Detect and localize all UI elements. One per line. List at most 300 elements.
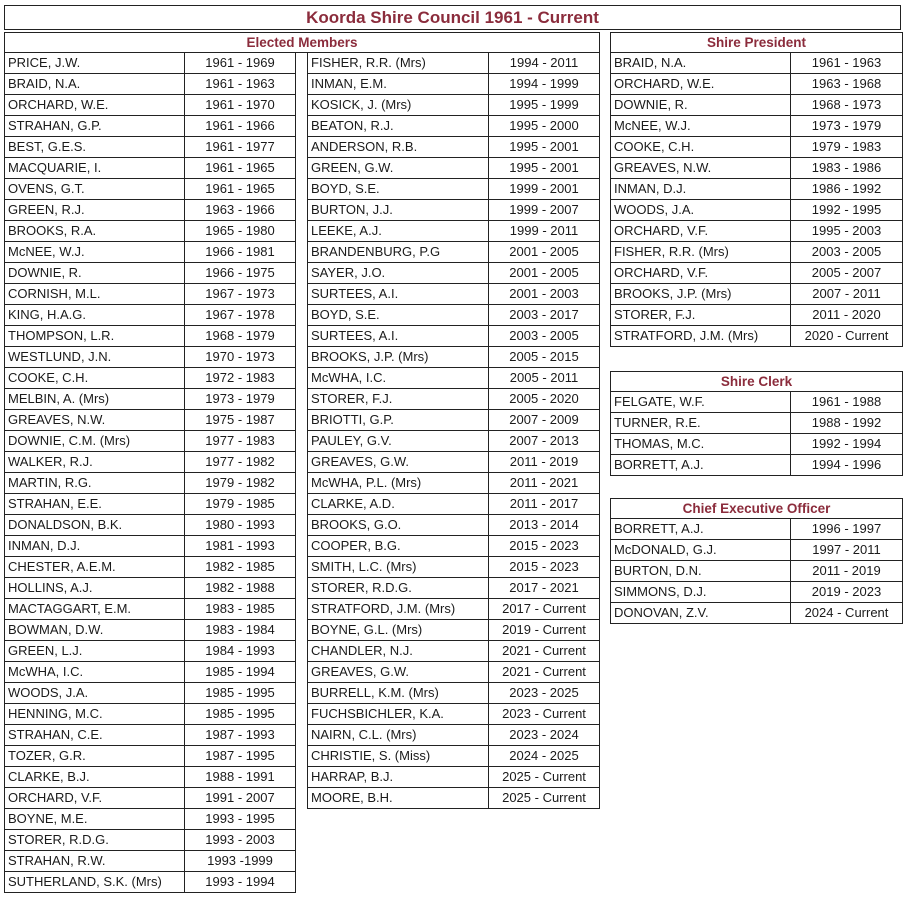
officer-name: THOMAS, M.C. (611, 434, 791, 455)
member-years: 2001 - 2003 (489, 284, 600, 305)
column-gap (296, 683, 308, 704)
member-name: THOMPSON, L.R. (5, 326, 185, 347)
member-years: 2011 - 2019 (489, 452, 600, 473)
member-name: GREAVES, G.W. (308, 662, 489, 683)
member-name: STRATFORD, J.M. (Mrs) (308, 599, 489, 620)
table-row (611, 603, 903, 624)
officer-name: FELGATE, W.F. (611, 392, 791, 413)
officer-name: BURTON, D.N. (611, 561, 791, 582)
column-gap (296, 536, 308, 557)
member-years: 1993 - 1994 (185, 872, 296, 893)
column-gap (296, 809, 308, 830)
table-row (5, 242, 600, 263)
member-years: 1979 - 1985 (185, 494, 296, 515)
officer-years: 2020 - Current (791, 326, 903, 347)
officer-name: BRAID, N.A. (611, 53, 791, 74)
column-gap (296, 599, 308, 620)
member-name: ORCHARD, W.E. (5, 95, 185, 116)
officer-name: ORCHARD, V.F. (611, 221, 791, 242)
member-name: STORER, R.D.G. (5, 830, 185, 851)
member-years: 1999 - 2007 (489, 200, 600, 221)
member-name: GREEN, L.J. (5, 641, 185, 662)
column-gap (296, 200, 308, 221)
table-row (611, 413, 903, 434)
member-name: STORER, F.J. (308, 389, 489, 410)
table-row (5, 305, 600, 326)
member-years: 1984 - 1993 (185, 641, 296, 662)
ceo-table (610, 498, 903, 624)
column-gap (296, 389, 308, 410)
table-row (611, 53, 903, 74)
column-gap (296, 620, 308, 641)
member-name: NAIRN, C.L. (Mrs) (308, 725, 489, 746)
table-row (5, 221, 600, 242)
member-years: 2023 - Current (489, 704, 600, 725)
member-years: 2015 - 2023 (489, 536, 600, 557)
officer-years: 1983 - 1986 (791, 158, 903, 179)
officer-name: DONOVAN, Z.V. (611, 603, 791, 624)
table-row (5, 662, 600, 683)
column-gap (296, 137, 308, 158)
member-years: 1973 - 1979 (185, 389, 296, 410)
member-years: 2025 - Current (489, 788, 600, 809)
table-row (5, 620, 600, 641)
table-row (611, 434, 903, 455)
table-row (5, 557, 600, 578)
column-gap (296, 53, 308, 74)
table-row (611, 582, 903, 603)
table-row (5, 683, 600, 704)
member-years: 2007 - 2009 (489, 410, 600, 431)
empty-cell (308, 851, 489, 872)
officer-name: BORRETT, A.J. (611, 519, 791, 540)
member-name: GREAVES, G.W. (308, 452, 489, 473)
member-years: 1985 - 1995 (185, 704, 296, 725)
column-gap (296, 95, 308, 116)
member-years: 1961 - 1977 (185, 137, 296, 158)
table-row (5, 389, 600, 410)
table-row (611, 95, 903, 116)
member-name: McWHA, P.L. (Mrs) (308, 473, 489, 494)
member-name: FISHER, R.R. (Mrs) (308, 53, 489, 74)
member-name: BOYNE, M.E. (5, 809, 185, 830)
member-name: INMAN, E.M. (308, 74, 489, 95)
member-name: GREEN, G.W. (308, 158, 489, 179)
table-row (5, 137, 600, 158)
officer-years: 2005 - 2007 (791, 263, 903, 284)
column-gap (296, 74, 308, 95)
shire-president-table (610, 32, 903, 347)
officer-years: 1961 - 1963 (791, 53, 903, 74)
page-title: Koorda Shire Council 1961 - Current (4, 5, 901, 30)
member-years: 2003 - 2005 (489, 326, 600, 347)
member-name: BROOKS, G.O. (308, 515, 489, 536)
member-years: 1965 - 1980 (185, 221, 296, 242)
officer-years: 1961 - 1988 (791, 392, 903, 413)
column-gap (296, 221, 308, 242)
officer-name: McDONALD, G.J. (611, 540, 791, 561)
officer-years: 1992 - 1994 (791, 434, 903, 455)
member-years: 1985 - 1995 (185, 683, 296, 704)
member-years: 2015 - 2023 (489, 557, 600, 578)
officer-years: 2019 - 2023 (791, 582, 903, 603)
table-row (5, 788, 600, 809)
member-years: 1961 - 1966 (185, 116, 296, 137)
column-gap (296, 788, 308, 809)
table-row (611, 179, 903, 200)
member-name: ORCHARD, V.F. (5, 788, 185, 809)
member-years: 1995 - 2000 (489, 116, 600, 137)
member-name: McWHA, I.C. (5, 662, 185, 683)
column-gap (296, 746, 308, 767)
table-row (5, 158, 600, 179)
member-name: MACTAGGART, E.M. (5, 599, 185, 620)
member-name: KING, H.A.G. (5, 305, 185, 326)
member-name: STRAHAN, R.W. (5, 851, 185, 872)
table-row (611, 221, 903, 242)
member-years: 1991 - 2007 (185, 788, 296, 809)
column-gap (296, 326, 308, 347)
member-years: 2021 - Current (489, 662, 600, 683)
officer-years: 1979 - 1983 (791, 137, 903, 158)
officer-name: DOWNIE, R. (611, 95, 791, 116)
officer-years: 2003 - 2005 (791, 242, 903, 263)
officer-years: 1996 - 1997 (791, 519, 903, 540)
table-row (5, 368, 600, 389)
member-years: 2011 - 2021 (489, 473, 600, 494)
member-name: OVENS, G.T. (5, 179, 185, 200)
table-row (611, 200, 903, 221)
table-row (5, 263, 600, 284)
member-name: BEST, G.E.S. (5, 137, 185, 158)
member-name: SURTEES, A.I. (308, 284, 489, 305)
member-years: 2001 - 2005 (489, 242, 600, 263)
member-years: 1985 - 1994 (185, 662, 296, 683)
member-years: 2005 - 2011 (489, 368, 600, 389)
member-name: STRAHAN, C.E. (5, 725, 185, 746)
member-years: 1970 - 1973 (185, 347, 296, 368)
officer-years: 1973 - 1979 (791, 116, 903, 137)
member-years: 1961 - 1963 (185, 74, 296, 95)
member-years: 1961 - 1965 (185, 179, 296, 200)
empty-cell (489, 872, 600, 893)
member-name: MOORE, B.H. (308, 788, 489, 809)
member-years: 2001 - 2005 (489, 263, 600, 284)
member-years: 1977 - 1982 (185, 452, 296, 473)
column-gap (296, 557, 308, 578)
member-name: DOWNIE, R. (5, 263, 185, 284)
member-name: STRAHAN, E.E. (5, 494, 185, 515)
table-row (611, 561, 903, 582)
table-row (5, 284, 600, 305)
table-row (5, 767, 600, 788)
member-years: 1982 - 1988 (185, 578, 296, 599)
table-row (5, 641, 600, 662)
table-row (611, 284, 903, 305)
member-name: MELBIN, A. (Mrs) (5, 389, 185, 410)
officer-name: ORCHARD, W.E. (611, 74, 791, 95)
shire-clerk-table (610, 371, 903, 476)
member-name: BOYD, S.E. (308, 179, 489, 200)
member-name: BEATON, R.J. (308, 116, 489, 137)
table-row (5, 200, 600, 221)
member-years: 1999 - 2011 (489, 221, 600, 242)
table-row (5, 326, 600, 347)
column-gap (296, 851, 308, 872)
officer-name: TURNER, R.E. (611, 413, 791, 434)
member-name: BOYD, S.E. (308, 305, 489, 326)
member-name: SAYER, J.O. (308, 263, 489, 284)
officer-name: GREAVES, N.W. (611, 158, 791, 179)
officer-name: COOKE, C.H. (611, 137, 791, 158)
table-row (611, 263, 903, 284)
column-gap (296, 767, 308, 788)
member-years: 2017 - Current (489, 599, 600, 620)
member-name: STORER, R.D.G. (308, 578, 489, 599)
column-gap (296, 179, 308, 200)
table-row (5, 53, 600, 74)
table-row (611, 455, 903, 476)
table-row (5, 599, 600, 620)
table-row (5, 95, 600, 116)
member-name: BROOKS, R.A. (5, 221, 185, 242)
table-row (5, 830, 600, 851)
table-row (5, 410, 600, 431)
table-row (5, 431, 600, 452)
officer-name: ORCHARD, V.F. (611, 263, 791, 284)
member-years: 1988 - 1991 (185, 767, 296, 788)
member-name: DOWNIE, C.M. (Mrs) (5, 431, 185, 452)
column-gap (296, 515, 308, 536)
member-years: 1961 - 1970 (185, 95, 296, 116)
column-gap (296, 872, 308, 893)
member-years: 2024 - 2025 (489, 746, 600, 767)
member-name: COOPER, B.G. (308, 536, 489, 557)
table-row (5, 851, 600, 872)
table-row (5, 473, 600, 494)
table-row (5, 578, 600, 599)
member-name: INMAN, D.J. (5, 536, 185, 557)
column-gap (296, 368, 308, 389)
empty-cell (308, 830, 489, 851)
member-name: SMITH, L.C. (Mrs) (308, 557, 489, 578)
officer-name: BORRETT, A.J. (611, 455, 791, 476)
officer-years: 1997 - 2011 (791, 540, 903, 561)
officer-years: 2011 - 2019 (791, 561, 903, 582)
member-name: BOWMAN, D.W. (5, 620, 185, 641)
officer-years: 1988 - 1992 (791, 413, 903, 434)
column-gap (296, 494, 308, 515)
member-name: CORNISH, M.L. (5, 284, 185, 305)
table-row (5, 116, 600, 137)
member-years: 2013 - 2014 (489, 515, 600, 536)
member-years: 1981 - 1993 (185, 536, 296, 557)
member-years: 1966 - 1981 (185, 242, 296, 263)
member-years: 2017 - 2021 (489, 578, 600, 599)
column-gap (296, 158, 308, 179)
member-name: PAULEY, G.V. (308, 431, 489, 452)
member-years: 2003 - 2017 (489, 305, 600, 326)
column-gap (296, 347, 308, 368)
member-years: 1977 - 1983 (185, 431, 296, 452)
officer-name: WOODS, J.A. (611, 200, 791, 221)
member-name: HOLLINS, A.J. (5, 578, 185, 599)
member-name: FUCHSBICHLER, K.A. (308, 704, 489, 725)
table-row (5, 746, 600, 767)
officer-name: INMAN, D.J. (611, 179, 791, 200)
table-row (611, 137, 903, 158)
member-years: 1961 - 1965 (185, 158, 296, 179)
member-name: TOZER, G.R. (5, 746, 185, 767)
member-years: 2021 - Current (489, 641, 600, 662)
member-name: DONALDSON, B.K. (5, 515, 185, 536)
column-gap (296, 431, 308, 452)
elected-members-table (4, 32, 600, 893)
table-row (5, 872, 600, 893)
empty-cell (308, 872, 489, 893)
table-row (5, 74, 600, 95)
column-gap (296, 725, 308, 746)
column-gap (296, 116, 308, 137)
member-years: 1983 - 1985 (185, 599, 296, 620)
member-years: 1995 - 2001 (489, 137, 600, 158)
member-name: CHRISTIE, S. (Miss) (308, 746, 489, 767)
member-name: SUTHERLAND, S.K. (Mrs) (5, 872, 185, 893)
member-years: 1993 - 2003 (185, 830, 296, 851)
member-name: CLARKE, A.D. (308, 494, 489, 515)
member-name: GREEN, R.J. (5, 200, 185, 221)
member-name: ANDERSON, R.B. (308, 137, 489, 158)
member-years: 2011 - 2017 (489, 494, 600, 515)
member-years: 1999 - 2001 (489, 179, 600, 200)
member-name: PRICE, J.W. (5, 53, 185, 74)
member-years: 1982 - 1985 (185, 557, 296, 578)
table-row (611, 540, 903, 561)
shire-clerk-heading: Shire Clerk (611, 372, 903, 392)
officer-years: 1963 - 1968 (791, 74, 903, 95)
empty-cell (489, 851, 600, 872)
table-row (611, 519, 903, 540)
member-name: STRAHAN, G.P. (5, 116, 185, 137)
member-name: MARTIN, R.G. (5, 473, 185, 494)
officer-name: McNEE, W.J. (611, 116, 791, 137)
table-row (611, 74, 903, 95)
table-row (611, 242, 903, 263)
member-years: 1994 - 1999 (489, 74, 600, 95)
table-row (5, 704, 600, 725)
member-name: CHESTER, A.E.M. (5, 557, 185, 578)
member-years: 2019 - Current (489, 620, 600, 641)
member-years: 1972 - 1983 (185, 368, 296, 389)
officer-years: 1994 - 1996 (791, 455, 903, 476)
ceo-heading: Chief Executive Officer (611, 499, 903, 519)
member-years: 2023 - 2024 (489, 725, 600, 746)
member-name: CLARKE, B.J. (5, 767, 185, 788)
member-name: LEEKE, A.J. (308, 221, 489, 242)
column-gap (296, 473, 308, 494)
member-name: COOKE, C.H. (5, 368, 185, 389)
member-years: 1987 - 1993 (185, 725, 296, 746)
member-name: WESTLUND, J.N. (5, 347, 185, 368)
table-row (5, 494, 600, 515)
member-name: McNEE, W.J. (5, 242, 185, 263)
member-years: 2005 - 2015 (489, 347, 600, 368)
table-row (611, 305, 903, 326)
member-name: BRIOTTI, G.P. (308, 410, 489, 431)
member-name: CHANDLER, N.J. (308, 641, 489, 662)
member-years: 1979 - 1982 (185, 473, 296, 494)
officer-years: 1986 - 1992 (791, 179, 903, 200)
member-name: WALKER, R.J. (5, 452, 185, 473)
member-name: GREAVES, N.W. (5, 410, 185, 431)
member-years: 1995 - 1999 (489, 95, 600, 116)
member-name: BRAID, N.A. (5, 74, 185, 95)
member-years: 2025 - Current (489, 767, 600, 788)
member-years: 1975 - 1987 (185, 410, 296, 431)
officer-name: BROOKS, J.P. (Mrs) (611, 284, 791, 305)
column-gap (296, 284, 308, 305)
member-years: 1966 - 1975 (185, 263, 296, 284)
table-row (5, 515, 600, 536)
table-row (611, 158, 903, 179)
member-name: BROOKS, J.P. (Mrs) (308, 347, 489, 368)
table-row (5, 179, 600, 200)
member-years: 1961 - 1969 (185, 53, 296, 74)
shire-president-heading: Shire President (611, 33, 903, 53)
table-row (5, 809, 600, 830)
member-name: BOYNE, G.L. (Mrs) (308, 620, 489, 641)
column-gap (296, 263, 308, 284)
member-years: 1967 - 1973 (185, 284, 296, 305)
member-years: 1993 -1999 (185, 851, 296, 872)
member-name: BURRELL, K.M. (Mrs) (308, 683, 489, 704)
officer-years: 1995 - 2003 (791, 221, 903, 242)
column-gap (296, 578, 308, 599)
column-gap (296, 305, 308, 326)
member-years: 2005 - 2020 (489, 389, 600, 410)
member-years: 1967 - 1978 (185, 305, 296, 326)
table-row (611, 392, 903, 413)
member-name: BRANDENBURG, P.G (308, 242, 489, 263)
member-name: WOODS, J.A. (5, 683, 185, 704)
member-years: 1987 - 1995 (185, 746, 296, 767)
table-row (611, 326, 903, 347)
member-years: 1995 - 2001 (489, 158, 600, 179)
member-years: 1993 - 1995 (185, 809, 296, 830)
member-years: 2007 - 2013 (489, 431, 600, 452)
member-name: BURTON, J.J. (308, 200, 489, 221)
member-years: 1980 - 1993 (185, 515, 296, 536)
column-gap (296, 452, 308, 473)
column-gap (296, 641, 308, 662)
member-years: 1963 - 1966 (185, 200, 296, 221)
table-row (5, 536, 600, 557)
table-row (5, 452, 600, 473)
member-years: 1968 - 1979 (185, 326, 296, 347)
member-name: KOSICK, J. (Mrs) (308, 95, 489, 116)
column-gap (296, 830, 308, 851)
member-years: 1983 - 1984 (185, 620, 296, 641)
officer-years: 1992 - 1995 (791, 200, 903, 221)
member-name: HENNING, M.C. (5, 704, 185, 725)
member-years: 2023 - 2025 (489, 683, 600, 704)
column-gap (296, 410, 308, 431)
member-name: McWHA, I.C. (308, 368, 489, 389)
table-row (5, 347, 600, 368)
officer-name: STORER, F.J. (611, 305, 791, 326)
officer-years: 2007 - 2011 (791, 284, 903, 305)
column-gap (296, 242, 308, 263)
